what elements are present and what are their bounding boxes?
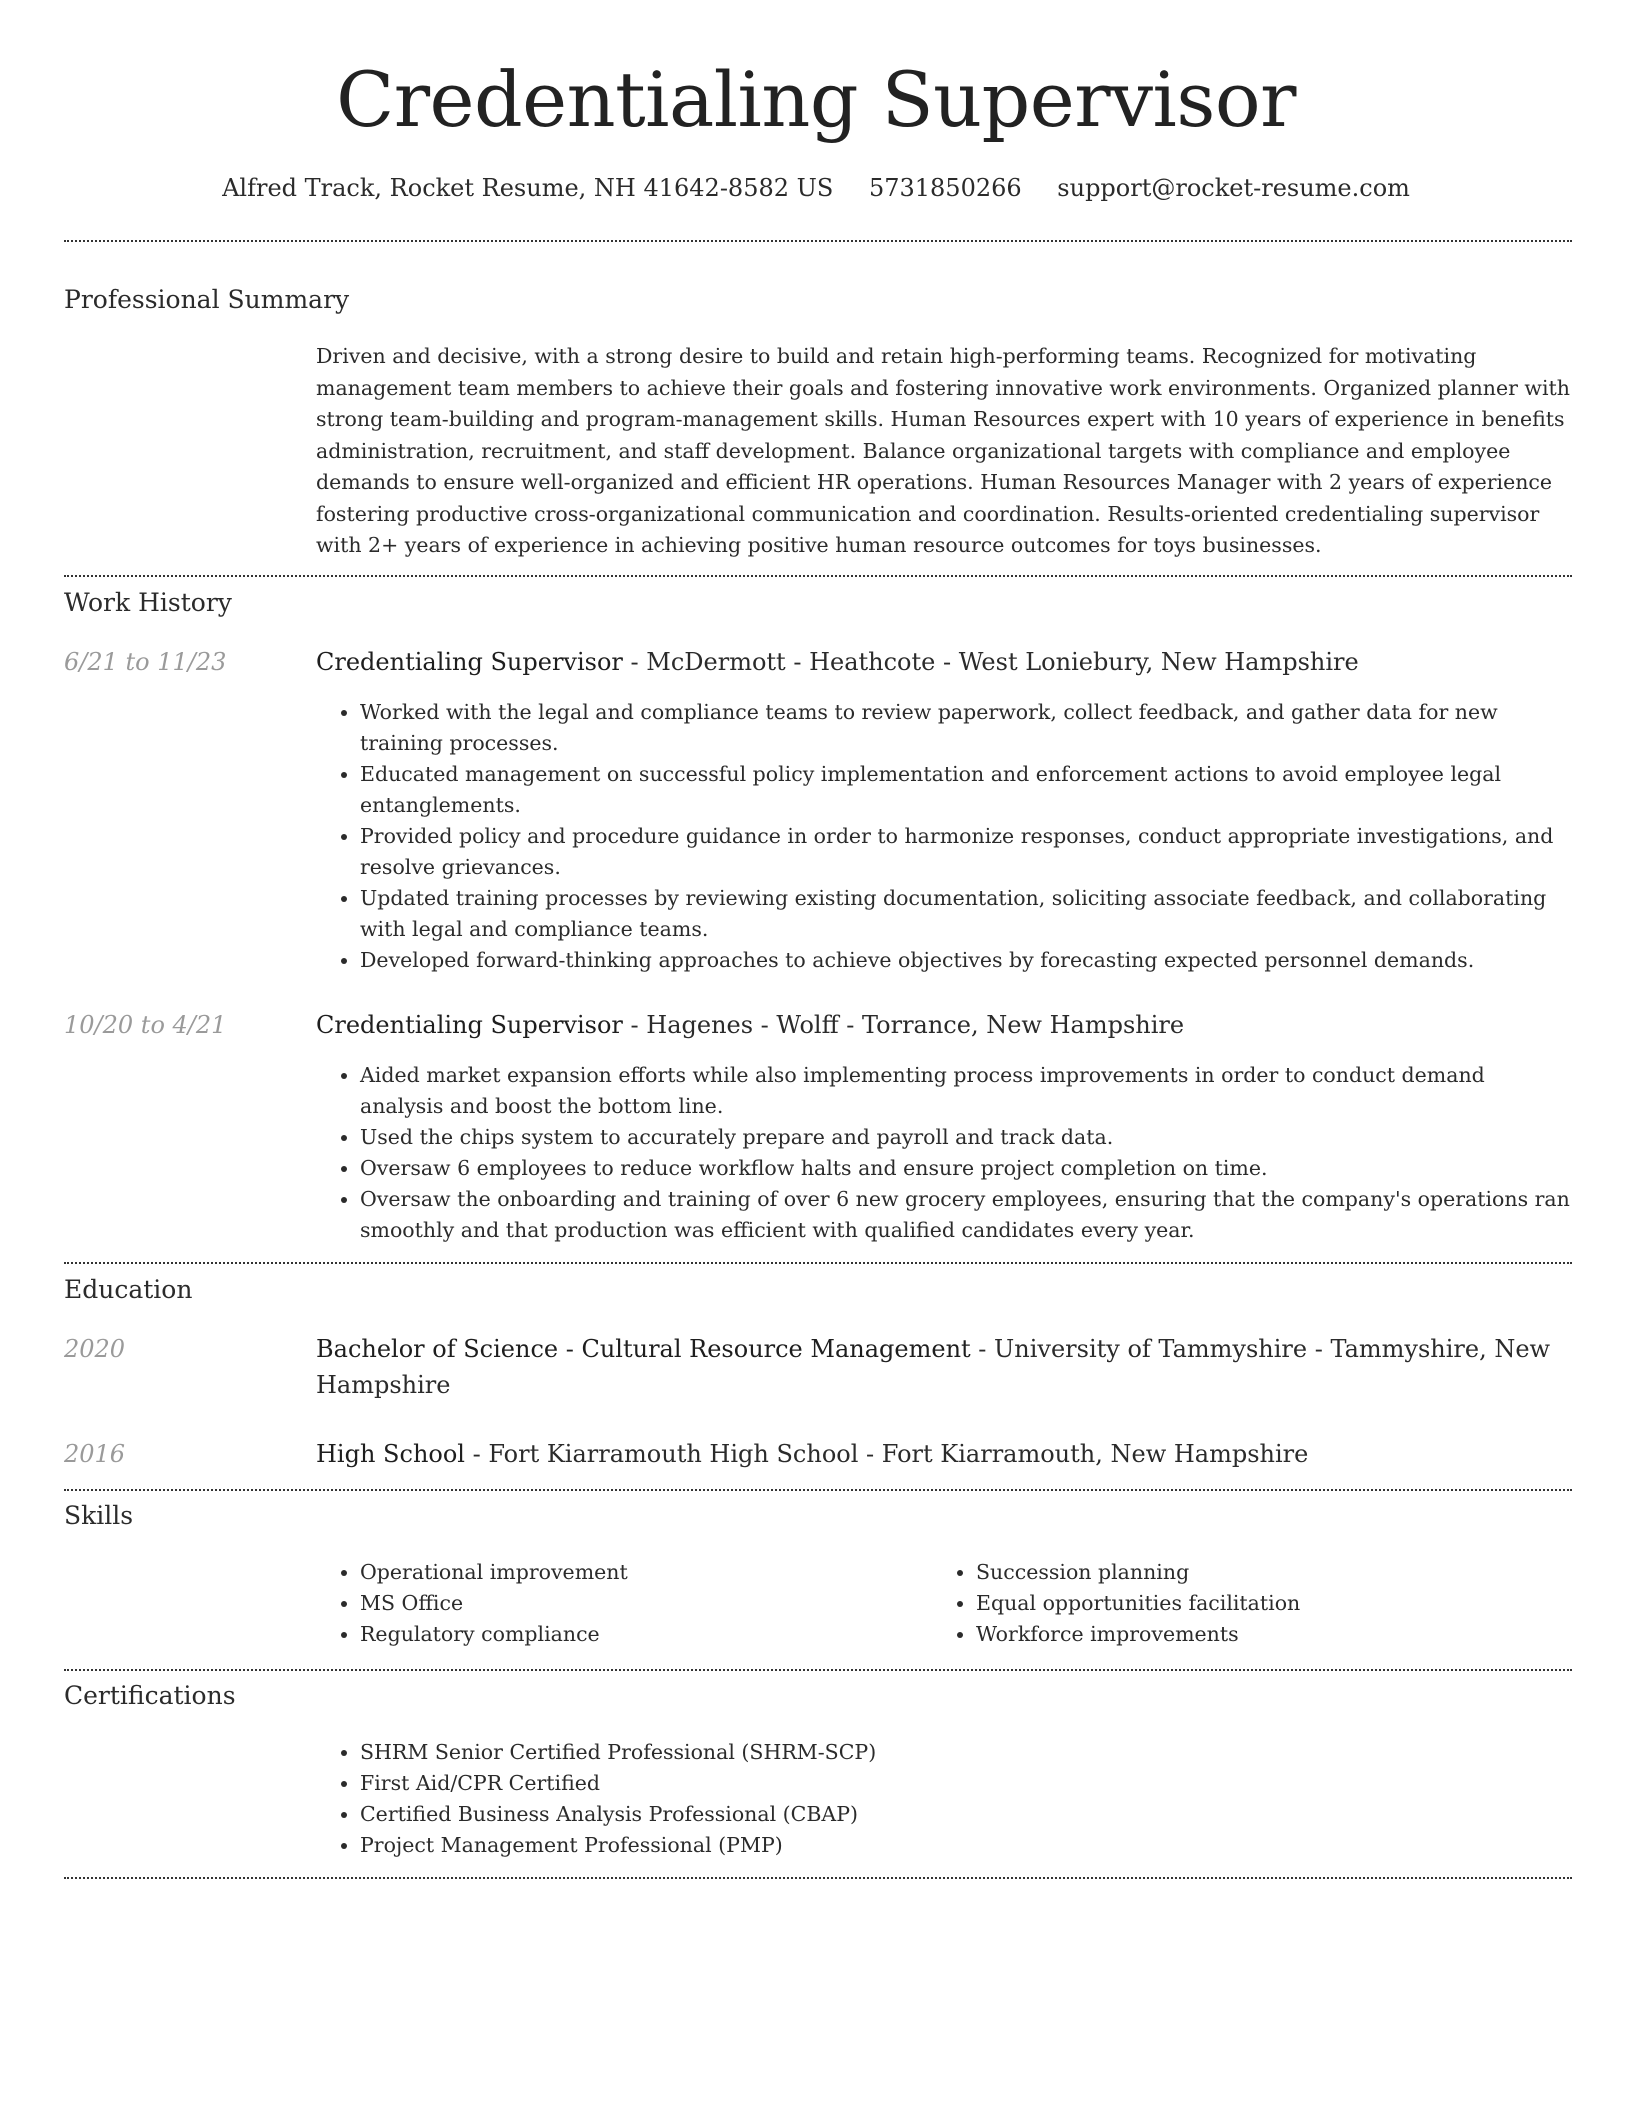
job-date: 6/21 to 11/23 [64, 648, 227, 676]
list-item: • MS Office [360, 1588, 916, 1619]
job-role: Credentialing Supervisor [316, 648, 623, 676]
education-school: - Fort Kiarramouth High School - Fort Kiarramouth, New Hampshire [464, 1440, 1309, 1468]
list-item: • Aided market expansion efforts while also implementing process improvements in order to conduct demand analysis and boost the bottom line. [360, 1060, 1572, 1122]
list-item: • Equal opportunities facilitation [976, 1588, 1532, 1619]
contact-email: support@rocket-resume.com [1057, 174, 1410, 202]
list-item: • Succession planning [976, 1557, 1532, 1588]
job-bullets [316, 697, 1572, 976]
job-bullets [316, 1060, 1572, 1246]
education-degree: Bachelor of Science - Cultural Resource Management [316, 1335, 971, 1363]
divider [64, 1489, 1572, 1491]
list-item: • Used the chips system to accurately prepare and payroll and track data. [360, 1122, 1572, 1153]
education-heading [316, 1331, 1572, 1403]
list-item: • Operational improvement [360, 1557, 916, 1588]
job-employer: - McDermott - Heathcote - West Loniebury, New Hampshire [622, 648, 1359, 676]
list-item: • SHRM Senior Certified Professional (SHRM-SCP) [360, 1737, 1572, 1768]
list-item: • Updated training processes by reviewing existing documentation, soliciting associate feedback, and collaborating with legal and compliance teams. [360, 883, 1572, 945]
education-school: - University of Tammyshire - Tammyshire, New Hampshire [316, 1335, 1551, 1399]
divider [64, 240, 1572, 242]
job-role: Credentialing Supervisor [316, 1011, 623, 1039]
education-date: 2016 [64, 1440, 126, 1468]
education-degree: High School [316, 1440, 465, 1468]
education-date: 2020 [64, 1335, 126, 1363]
certifications-list [316, 1737, 1572, 1861]
list-item: • Provided policy and procedure guidance in order to harmonize responses, conduct appropriate investigations, and resolve grievances. [360, 821, 1572, 883]
section-title-certifications: Certifications [64, 1681, 236, 1710]
skills-list-left [316, 1557, 916, 1650]
list-item: • Educated management on successful policy implementation and enforcement actions to avoid employee legal entanglements. [360, 759, 1572, 821]
list-item: • First Aid/CPR Certified [360, 1768, 1572, 1799]
list-item: • Oversaw 6 employees to reduce workflow halts and ensure project completion on time. [360, 1153, 1572, 1184]
summary-text: Driven and decisive, with a strong desire to build and retain high-performing teams. Recognized for motivating management team members to achieve their goals and fostering innovative work environments. Organized planner with strong team-building and program-management skills. Human Resources expert with 10 years of experience in benefits administration, recruitment, and staff development. Balance organizational targets with compliance and employee demands to ensure well-organized and efficient HR operations. Human Resources Manager with 2 years of experience fostering productive cross-organizational communication and coordination. Results-oriented credentialing supervisor with 2+ years of experience in achieving positive human resource outcomes for toys businesses. [316, 344, 1570, 557]
contact-address: Alfred Track, Rocket Resume, NH 41642-8582 US [222, 174, 834, 202]
divider [64, 575, 1572, 577]
skills-list-right [932, 1557, 1532, 1650]
page-title: Credentialing Supervisor [336, 55, 1296, 144]
job-heading [316, 644, 1572, 680]
resume-header [0, 0, 1632, 206]
list-item: • Project Management Professional (PMP) [360, 1830, 1572, 1861]
divider [64, 1262, 1572, 1264]
contact-line [0, 170, 1632, 206]
list-item: • Worked with the legal and compliance teams to review paperwork, collect feedback, and gather data for new training processes. [360, 697, 1572, 759]
section-title-education: Education [64, 1275, 193, 1304]
divider [64, 1669, 1572, 1671]
job-date: 10/20 to 4/21 [64, 1011, 227, 1039]
section-title-work: Work History [64, 588, 232, 617]
section-title-skills: Skills [64, 1501, 134, 1530]
list-item: • Oversaw the onboarding and training of over 6 new grocery employees, ensuring that the company's operations ran smoothly and that production was efficient with qualified candidates every year. [360, 1184, 1572, 1246]
divider [64, 1877, 1572, 1879]
education-heading [316, 1436, 1572, 1472]
list-item: • Workforce improvements [976, 1619, 1532, 1650]
list-item: • Certified Business Analysis Professional (CBAP) [360, 1799, 1572, 1830]
list-item: • Regulatory compliance [360, 1619, 916, 1650]
list-item: • Developed forward-thinking approaches to achieve objectives by forecasting expected personnel demands. [360, 945, 1572, 976]
contact-phone: 5731850266 [868, 174, 1022, 202]
job-employer: - Hagenes - Wolff - Torrance, New Hampshire [622, 1011, 1185, 1039]
section-title-summary: Professional Summary [64, 285, 350, 314]
job-heading [316, 1007, 1572, 1043]
